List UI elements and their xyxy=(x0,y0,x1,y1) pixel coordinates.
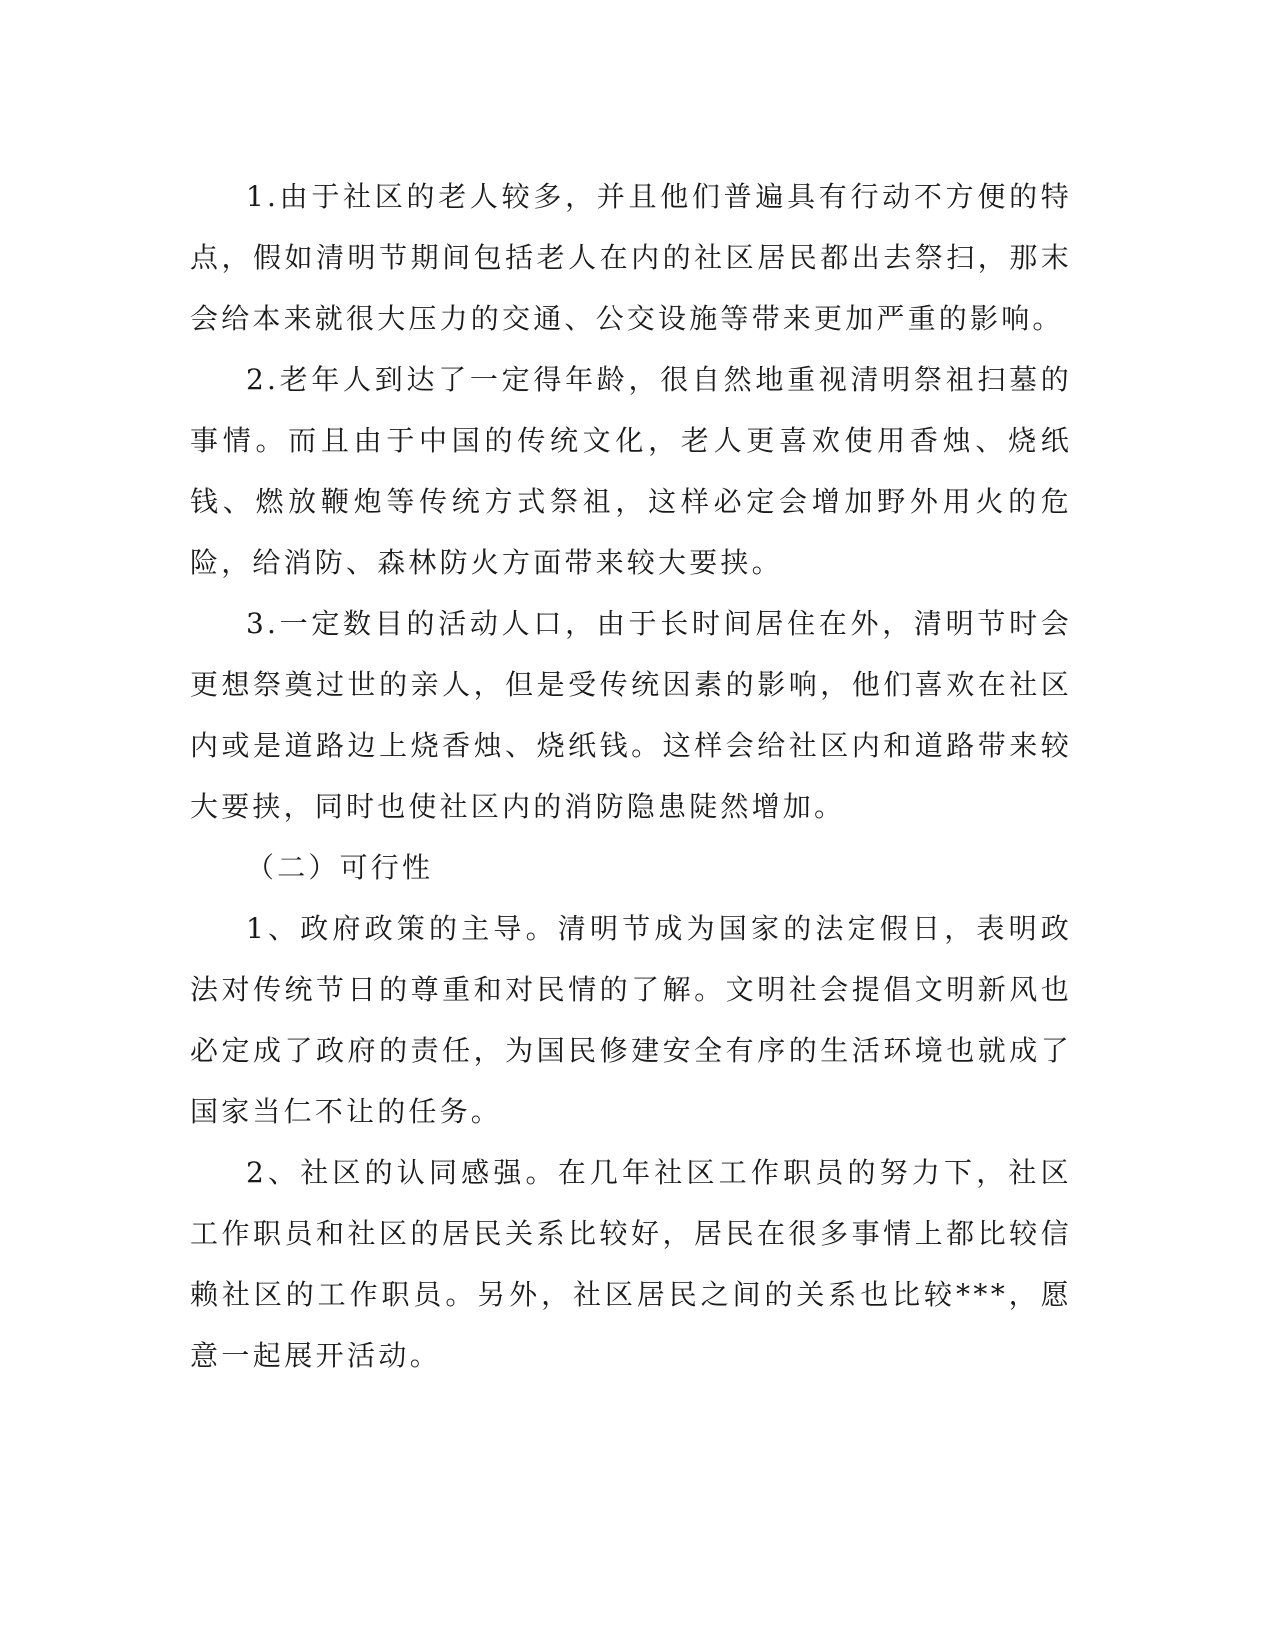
paragraph-2: 2.老年人到达了一定得年龄，很自然地重视清明祭祖扫墓的事情。而且由于中国的传统文化，老人更喜欢使用香烛、烧纸钱、燃放鞭炮等传统方式祭祖，这样必定会增加野外用火的危险，给消防、森林防火方面带来较大要挟。 xyxy=(190,363,1072,579)
feasibility-paragraph-2: 2、社区的认同感强。在几年社区工作职员的努力下，社区工作职员和社区的居民关系比较好，居民在很多事情上都比较信赖社区的工作职员。另外，社区居民之间的关系也比较***，愿意一起展开活动。 xyxy=(190,1156,1072,1372)
document-body xyxy=(190,166,1072,1386)
section-heading: （二）可行性 xyxy=(246,851,434,884)
paragraph-3: 3.一定数目的活动人口，由于长时间居住在外，清明节时会更想祭奠过世的亲人，但是受传统因素的影响，他们喜欢在社区内或是道路边上烧香烛、烧纸钱。这样会给社区内和道路带来较大要挟，同时也使社区内的消防隐患陡然增加。 xyxy=(190,607,1072,823)
feasibility-paragraph-1: 1、政府政策的主导。清明节成为国家的法定假日，表明政法对传统节日的尊重和对民情的了解。文明社会提倡文明新风也必定成了政府的责任，为国民修建安全有序的生活环境也就成了国家当仁不让的任务。 xyxy=(190,912,1072,1128)
paragraph-1: 1.由于社区的老人较多，并且他们普遍具有行动不方便的特点，假如清明节期间包括老人在内的社区居民都出去祭扫，那末会给本来就很大压力的交通、公交设施等带来更加严重的影响。 xyxy=(190,180,1072,335)
